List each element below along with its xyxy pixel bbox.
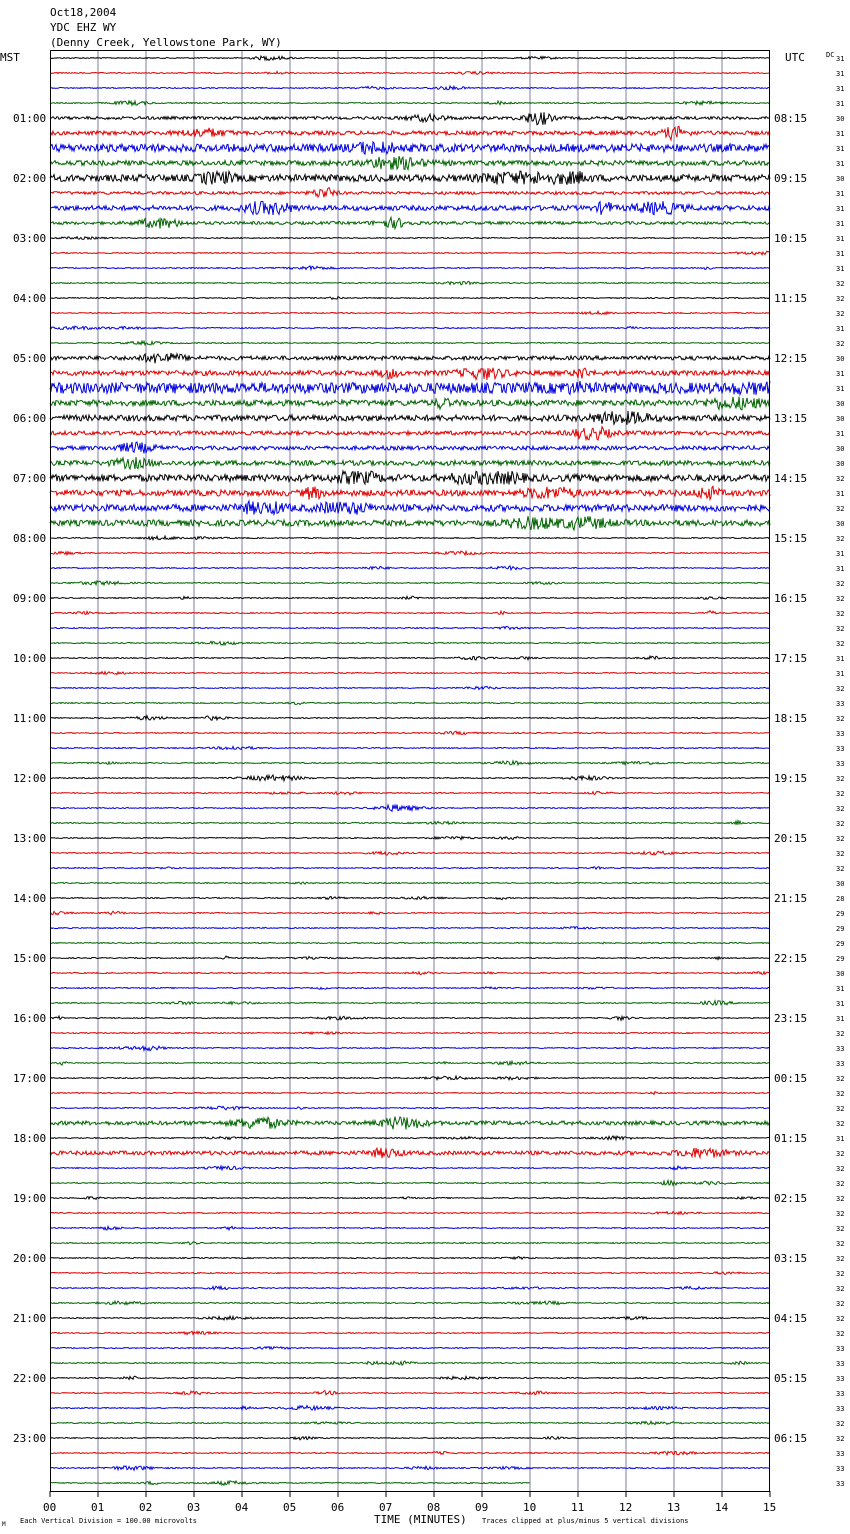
trace-76	[50, 1197, 770, 1200]
dc-offset: 31	[836, 655, 845, 663]
dc-offset: 30	[836, 445, 845, 453]
x-tick-label: 12	[619, 1501, 633, 1514]
trace-58	[50, 927, 770, 929]
dc-offset: 32	[836, 820, 845, 828]
dc-offset: 33	[836, 1360, 845, 1368]
utc-hour-label: 09:15	[774, 172, 808, 185]
trace-71	[50, 1117, 770, 1130]
trace-73	[50, 1148, 770, 1158]
x-tick-label: 00	[43, 1501, 57, 1514]
dc-offset: 30	[836, 415, 845, 423]
dc-offset: 33	[836, 760, 845, 768]
dc-offset: 32	[836, 1285, 845, 1293]
trace-12	[50, 237, 770, 240]
dc-offset: 32	[836, 1030, 845, 1038]
dc-offset: 33	[836, 1450, 845, 1458]
trace-6	[50, 142, 770, 154]
x-tick-label: 11	[571, 1501, 585, 1514]
trace-38	[50, 627, 770, 630]
dc-offset: 29	[836, 955, 845, 963]
trace-77	[50, 1212, 770, 1215]
mst-hour-label: 16:00	[13, 1012, 47, 1025]
dc-offset: 32	[836, 865, 845, 873]
trace-94	[50, 1466, 770, 1470]
trace-47	[50, 761, 770, 765]
x-axis-ticks	[43, 1491, 776, 1514]
dc-offset: 33	[836, 745, 845, 753]
utc-hour-label: 06:15	[774, 1432, 808, 1445]
x-tick-label: 13	[667, 1501, 681, 1514]
utc-hour-label: 01:15	[774, 1132, 808, 1145]
utc-axis-label: UTC	[785, 51, 805, 64]
trace-61	[50, 972, 770, 975]
trace-25	[50, 427, 770, 440]
dc-offset-labels	[836, 55, 844, 1488]
x-tick-label: 14	[715, 1501, 729, 1514]
utc-hour-label: 17:15	[774, 652, 808, 665]
dc-offset: 31	[836, 265, 845, 273]
mst-hour-label: 07:00	[13, 472, 47, 485]
x-tick-label: 07	[379, 1501, 393, 1514]
dc-offset: 30	[836, 355, 845, 363]
trace-31	[50, 516, 770, 530]
trace-33	[50, 551, 770, 555]
dc-offset: 32	[836, 1075, 845, 1083]
mst-hour-label: 08:00	[13, 532, 47, 545]
utc-hour-label: 00:15	[774, 1072, 808, 1085]
dc-offset: 31	[836, 1000, 845, 1008]
dc-offset: 33	[836, 730, 845, 738]
trace-29	[50, 486, 770, 499]
dc-offset: 31	[836, 1135, 845, 1143]
dc-offset: 32	[836, 640, 845, 648]
x-tick-label: 04	[235, 1501, 249, 1514]
dc-offset: 32	[836, 1330, 845, 1338]
dc-offset: 31	[836, 70, 845, 78]
trace-86	[50, 1347, 770, 1350]
dc-offset: 31	[836, 370, 845, 378]
trace-80	[50, 1257, 770, 1260]
dc-offset: 32	[836, 1420, 845, 1428]
dc-offset: 32	[836, 610, 845, 618]
trace-4	[50, 112, 770, 124]
dc-offset: 30	[836, 115, 845, 123]
dc-offset: 32	[836, 1435, 845, 1443]
trace-35	[50, 581, 770, 585]
trace-88	[50, 1376, 770, 1380]
utc-hour-label: 21:15	[774, 892, 808, 905]
dc-offset: 31	[836, 145, 845, 153]
trace-11	[50, 217, 770, 228]
trace-7	[50, 156, 770, 170]
trace-44	[50, 716, 770, 720]
dc-offset: 31	[836, 220, 845, 228]
dc-offset: 32	[836, 1255, 845, 1263]
dc-offset: 32	[836, 1270, 845, 1278]
dc-offset: 32	[836, 1315, 845, 1323]
trace-78	[50, 1226, 770, 1230]
trace-20	[50, 353, 770, 363]
trace-53	[50, 851, 770, 855]
utc-hour-label: 19:15	[774, 772, 808, 785]
trace-91	[50, 1421, 770, 1425]
x-tick-label: 15	[763, 1501, 777, 1514]
dc-offset: 31	[836, 160, 845, 168]
trace-5	[50, 126, 770, 140]
trace-10	[50, 201, 770, 215]
dc-offset: 32	[836, 1120, 845, 1128]
dc-offset: 31	[836, 565, 845, 573]
trace-56	[50, 896, 770, 899]
dc-offset: 32	[836, 475, 845, 483]
trace-90	[50, 1406, 770, 1411]
utc-hour-label: 11:15	[774, 292, 808, 305]
dc-offset: 31	[836, 490, 845, 498]
dc-offset: 33	[836, 1390, 845, 1398]
utc-hour-label: 18:15	[774, 712, 808, 725]
dc-offset: 32	[836, 775, 845, 783]
dc-offset: 32	[836, 625, 845, 633]
dc-offset: 32	[836, 1150, 845, 1158]
mst-hour-label: 10:00	[13, 652, 47, 665]
dc-offset: 30	[836, 400, 845, 408]
trace-62	[50, 987, 770, 990]
mst-hour-label: 02:00	[13, 172, 47, 185]
x-tick-label: 10	[523, 1501, 537, 1514]
plot-frame	[51, 51, 770, 1492]
utc-hour-label: 22:15	[774, 952, 808, 965]
trace-0	[50, 56, 770, 60]
dc-offset: 30	[836, 460, 845, 468]
mst-hour-label: 19:00	[13, 1192, 47, 1205]
trace-28	[50, 471, 770, 485]
trace-30	[50, 501, 770, 515]
dc-offset: 31	[836, 985, 845, 993]
utc-hour-label: 16:15	[774, 592, 808, 605]
trace-81	[50, 1272, 770, 1275]
trace-19	[50, 341, 770, 345]
mst-hour-label: 03:00	[13, 232, 47, 245]
dc-offset: 30	[836, 520, 845, 528]
dc-offset: 32	[836, 835, 845, 843]
x-tick-label: 03	[187, 1501, 201, 1514]
mst-hour-label: 09:00	[13, 592, 47, 605]
dc-offset: 31	[836, 550, 845, 558]
dc-offset: 32	[836, 1240, 845, 1248]
trace-17	[50, 311, 770, 314]
dc-offset: 33	[836, 1405, 845, 1413]
trace-3	[50, 101, 770, 106]
clip-note: Traces clipped at plus/minus 5 vertical divisions	[482, 1517, 689, 1525]
trace-63	[50, 1001, 770, 1005]
dc-offset: 30	[836, 175, 845, 183]
dc-offset: 31	[836, 55, 845, 63]
dc-offset: 31	[836, 1015, 845, 1023]
trace-8	[50, 171, 770, 185]
dc-offset: 32	[836, 595, 845, 603]
trace-49	[50, 791, 770, 795]
trace-84	[50, 1316, 770, 1320]
dc-offset: 31	[836, 205, 845, 213]
x-tick-label: 02	[139, 1501, 153, 1514]
dc-offset: 32	[836, 1225, 845, 1233]
trace-2	[50, 86, 770, 90]
trace-18	[50, 326, 770, 329]
dc-offset: 31	[836, 670, 845, 678]
x-tick-label: 01	[91, 1501, 105, 1514]
trace-55	[50, 882, 770, 884]
dc-offset: 31	[836, 130, 845, 138]
utc-hour-label: 14:15	[774, 472, 808, 485]
trace-65	[50, 1032, 770, 1035]
dc-offset: 32	[836, 1105, 845, 1113]
trace-27	[50, 457, 770, 469]
utc-hour-label: 02:15	[774, 1192, 808, 1205]
dc-offset: 29	[836, 925, 845, 933]
dc-offset: 31	[836, 235, 845, 243]
trace-21	[50, 368, 770, 380]
trace-52	[50, 837, 770, 840]
trace-51	[50, 821, 770, 825]
utc-hour-label: 03:15	[774, 1252, 808, 1265]
utc-labels	[774, 112, 807, 1445]
dc-offset: 32	[836, 505, 845, 513]
dc-offset: 31	[836, 100, 845, 108]
trace-1	[50, 72, 770, 75]
trace-64	[50, 1016, 770, 1020]
mst-hour-label: 18:00	[13, 1132, 47, 1145]
dc-offset: 33	[836, 1480, 845, 1488]
trace-74	[50, 1166, 770, 1170]
mst-hour-label: 04:00	[13, 292, 47, 305]
dc-offset: 32	[836, 310, 845, 318]
utc-hour-label: 08:15	[774, 112, 808, 125]
trace-43	[50, 702, 770, 704]
trace-37	[50, 611, 770, 615]
utc-hour-label: 13:15	[774, 412, 808, 425]
trace-69	[50, 1092, 770, 1095]
trace-40	[50, 656, 770, 660]
dc-offset: 32	[836, 535, 845, 543]
mst-hour-label: 23:00	[13, 1432, 47, 1445]
dc-offset: 32	[836, 1180, 845, 1188]
dc-offset: 33	[836, 1345, 845, 1353]
trace-32	[50, 536, 770, 540]
dc-offset: 33	[836, 1465, 845, 1473]
trace-39	[50, 641, 770, 645]
trace-83	[50, 1301, 770, 1305]
trace-48	[50, 775, 770, 781]
dc-offset: 30	[836, 970, 845, 978]
dc-offset: 32	[836, 790, 845, 798]
dc-offset: 31	[836, 250, 845, 258]
trace-45	[50, 731, 770, 734]
trace-24	[50, 411, 770, 425]
mst-axis-label: MST	[0, 51, 20, 64]
dc-offset: 32	[836, 1300, 845, 1308]
dc-offset: 31	[836, 85, 845, 93]
dc-offset: 31	[836, 325, 845, 333]
dc-offset: 28	[836, 895, 845, 903]
trace-68	[50, 1076, 770, 1080]
x-tick-label: 09	[475, 1501, 489, 1514]
trace-92	[50, 1437, 770, 1440]
trace-23	[50, 397, 770, 410]
dc-offset: 31	[836, 190, 845, 198]
mst-hour-label: 20:00	[13, 1252, 47, 1265]
utc-hour-label: 10:15	[774, 232, 808, 245]
seismic-traces	[50, 56, 770, 1485]
dc-offset: 31	[836, 430, 845, 438]
dc-offset: 33	[836, 1045, 845, 1053]
dc-offset: 32	[836, 1210, 845, 1218]
trace-15	[50, 281, 770, 284]
header-station: YDC EHZ WY	[50, 21, 117, 34]
dc-offset: 32	[836, 1195, 845, 1203]
mst-hour-label: 22:00	[13, 1372, 47, 1385]
x-axis-title: TIME (MINUTES)	[374, 1513, 467, 1526]
utc-hour-label: 05:15	[774, 1372, 808, 1385]
x-tick-label: 05	[283, 1501, 297, 1514]
mst-hour-label: 11:00	[13, 712, 47, 725]
trace-50	[50, 805, 770, 812]
trace-46	[50, 747, 770, 750]
mst-labels	[13, 112, 46, 1445]
trace-87	[50, 1361, 770, 1365]
x-tick-label: 08	[427, 1501, 441, 1514]
utc-hour-label: 23:15	[774, 1012, 808, 1025]
dc-offset: 32	[836, 805, 845, 813]
trace-59	[50, 942, 770, 944]
trace-9	[50, 188, 770, 198]
utc-hour-label: 15:15	[774, 532, 808, 545]
mst-hour-label: 13:00	[13, 832, 47, 845]
dc-offset: 32	[836, 685, 845, 693]
mst-hour-label: 14:00	[13, 892, 47, 905]
trace-93	[50, 1451, 770, 1454]
dc-offset: 33	[836, 1375, 845, 1383]
trace-82	[50, 1286, 770, 1290]
dc-offset: 32	[836, 340, 845, 348]
dc-offset: 32	[836, 580, 845, 588]
dc-offset: 30	[836, 880, 845, 888]
trace-26	[50, 442, 770, 453]
dc-offset: 33	[836, 1060, 845, 1068]
mst-hour-label: 05:00	[13, 352, 47, 365]
trace-72	[50, 1136, 770, 1140]
trace-14	[50, 266, 770, 270]
trace-67	[50, 1061, 770, 1065]
dc-offset: 32	[836, 715, 845, 723]
trace-66	[50, 1046, 770, 1051]
dc-offset: 32	[836, 295, 845, 303]
dc-offset: 29	[836, 940, 845, 948]
dc-offset: 32	[836, 280, 845, 288]
dc-offset: 32	[836, 850, 845, 858]
dc-offset: 32	[836, 1090, 845, 1098]
mst-hour-label: 06:00	[13, 412, 47, 425]
trace-54	[50, 867, 770, 870]
trace-13	[50, 251, 770, 255]
minute-grid	[98, 51, 722, 1491]
utc-hour-label: 20:15	[774, 832, 808, 845]
trace-60	[50, 956, 770, 959]
trace-16	[50, 297, 770, 300]
header-location: (Denny Creek, Yellowstone Park, WY)	[50, 36, 282, 49]
mst-hour-label: 17:00	[13, 1072, 47, 1085]
trace-75	[50, 1180, 770, 1185]
corner-mark: M	[2, 1521, 6, 1528]
dc-offset: 32	[836, 1165, 845, 1173]
trace-70	[50, 1106, 770, 1110]
trace-89	[50, 1391, 770, 1395]
dc-label: DC	[826, 51, 835, 59]
x-tick-label: 06	[331, 1501, 345, 1514]
vertical-division-note: Each Vertical Division = 100.00 microvolts	[20, 1517, 198, 1525]
trace-42	[50, 686, 770, 689]
dc-offset: 31	[836, 385, 845, 393]
dc-offset: 29	[836, 910, 845, 918]
trace-79	[50, 1242, 770, 1245]
trace-34	[50, 566, 770, 570]
mst-hour-label: 21:00	[13, 1312, 47, 1325]
utc-hour-label: 12:15	[774, 352, 808, 365]
trace-85	[50, 1331, 770, 1334]
trace-22	[50, 381, 770, 395]
dc-offset: 33	[836, 700, 845, 708]
mst-hour-label: 15:00	[13, 952, 47, 965]
utc-hour-label: 04:15	[774, 1312, 808, 1325]
trace-36	[50, 596, 770, 599]
header-date: Oct18,2004	[50, 6, 117, 19]
mst-hour-label: 12:00	[13, 772, 47, 785]
trace-41	[50, 672, 770, 675]
trace-57	[50, 911, 770, 915]
mst-hour-label: 01:00	[13, 112, 47, 125]
